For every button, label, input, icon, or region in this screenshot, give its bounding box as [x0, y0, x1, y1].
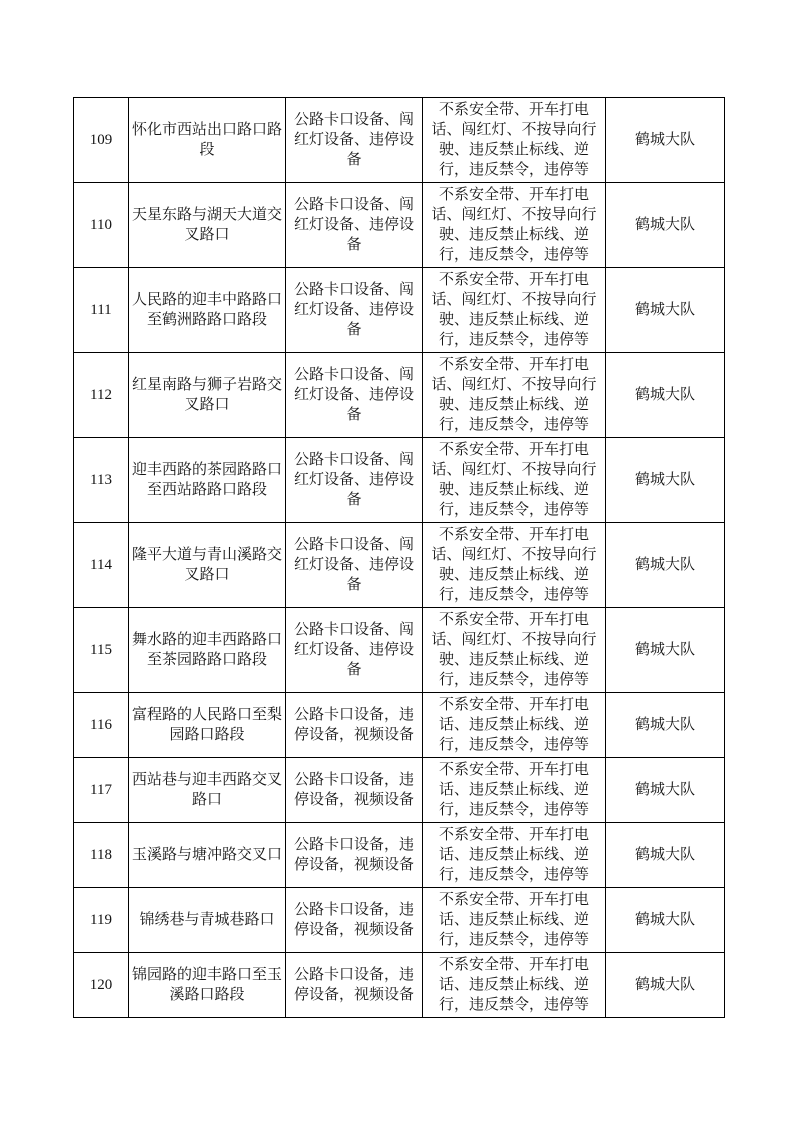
surveillance-points-table	[73, 97, 725, 1018]
row-number-cell: 111	[74, 268, 129, 353]
row-number-cell: 115	[74, 608, 129, 693]
violations-cell: 不系安全带、开车打电话、闯红灯、不按导向行驶、违反禁止标线、逆行，违反禁令，违停等	[423, 608, 606, 693]
department-cell: 鹤城大队	[606, 953, 725, 1018]
table-row	[74, 523, 725, 608]
table-row	[74, 693, 725, 758]
location-cell: 西站巷与迎丰西路交叉路口	[129, 758, 286, 823]
row-number-cell: 112	[74, 353, 129, 438]
violations-cell: 不系安全带、开车打电话、违反禁止标线、逆行，违反禁令，违停等	[423, 693, 606, 758]
violations-cell: 不系安全带、开车打电话、闯红灯、不按导向行驶、违反禁止标线、逆行，违反禁令，违停等	[423, 268, 606, 353]
table-row	[74, 438, 725, 523]
table-row	[74, 353, 725, 438]
row-number-cell: 116	[74, 693, 129, 758]
department-cell: 鹤城大队	[606, 98, 725, 183]
violations-cell: 不系安全带、开车打电话、违反禁止标线、逆行，违反禁令，违停等	[423, 758, 606, 823]
department-cell: 鹤城大队	[606, 888, 725, 953]
table-row	[74, 608, 725, 693]
table-row	[74, 183, 725, 268]
equipment-cell: 公路卡口设备，违停设备，视频设备	[286, 758, 423, 823]
violations-cell: 不系安全带、开车打电话、闯红灯、不按导向行驶、违反禁止标线、逆行，违反禁令，违停等	[423, 183, 606, 268]
table-row	[74, 98, 725, 183]
department-cell: 鹤城大队	[606, 758, 725, 823]
row-number-cell: 120	[74, 953, 129, 1018]
location-cell: 隆平大道与青山溪路交叉路口	[129, 523, 286, 608]
department-cell: 鹤城大队	[606, 693, 725, 758]
location-cell: 锦园路的迎丰路口至玉溪路口路段	[129, 953, 286, 1018]
equipment-cell: 公路卡口设备、闯红灯设备、违停设备	[286, 523, 423, 608]
equipment-cell: 公路卡口设备，违停设备，视频设备	[286, 888, 423, 953]
violations-cell: 不系安全带、开车打电话、闯红灯、不按导向行驶、违反禁止标线、逆行，违反禁令，违停等	[423, 98, 606, 183]
table-row	[74, 888, 725, 953]
equipment-cell: 公路卡口设备、闯红灯设备、违停设备	[286, 183, 423, 268]
table-row	[74, 823, 725, 888]
location-cell: 锦绣巷与青城巷路口	[129, 888, 286, 953]
location-cell: 天星东路与湖天大道交叉路口	[129, 183, 286, 268]
violations-cell: 不系安全带、开车打电话、违反禁止标线、逆行，违反禁令，违停等	[423, 888, 606, 953]
department-cell: 鹤城大队	[606, 438, 725, 523]
table-body	[74, 98, 725, 1018]
location-cell: 富程路的人民路口至梨园路口路段	[129, 693, 286, 758]
row-number-cell: 113	[74, 438, 129, 523]
equipment-cell: 公路卡口设备，违停设备，视频设备	[286, 823, 423, 888]
table-row	[74, 953, 725, 1018]
department-cell: 鹤城大队	[606, 608, 725, 693]
department-cell: 鹤城大队	[606, 823, 725, 888]
location-cell: 红星南路与狮子岩路交叉路口	[129, 353, 286, 438]
location-cell: 舞水路的迎丰西路路口至茶园路路口路段	[129, 608, 286, 693]
department-cell: 鹤城大队	[606, 523, 725, 608]
violations-cell: 不系安全带、开车打电话、违反禁止标线、逆行，违反禁令，违停等	[423, 953, 606, 1018]
violations-cell: 不系安全带、开车打电话、闯红灯、不按导向行驶、违反禁止标线、逆行，违反禁令，违停等	[423, 353, 606, 438]
row-number-cell: 114	[74, 523, 129, 608]
location-cell: 怀化市西站出口路口路段	[129, 98, 286, 183]
row-number-cell: 109	[74, 98, 129, 183]
location-cell: 迎丰西路的茶园路路口至西站路路口路段	[129, 438, 286, 523]
row-number-cell: 110	[74, 183, 129, 268]
location-cell: 玉溪路与塘冲路交叉口	[129, 823, 286, 888]
violations-cell: 不系安全带、开车打电话、闯红灯、不按导向行驶、违反禁止标线、逆行，违反禁令，违停等	[423, 523, 606, 608]
equipment-cell: 公路卡口设备、闯红灯设备、违停设备	[286, 268, 423, 353]
table-row	[74, 758, 725, 823]
row-number-cell: 118	[74, 823, 129, 888]
violations-cell: 不系安全带、开车打电话、闯红灯、不按导向行驶、违反禁止标线、逆行，违反禁令，违停等	[423, 438, 606, 523]
row-number-cell: 117	[74, 758, 129, 823]
equipment-cell: 公路卡口设备、闯红灯设备、违停设备	[286, 608, 423, 693]
location-cell: 人民路的迎丰中路路口至鹤洲路路口路段	[129, 268, 286, 353]
department-cell: 鹤城大队	[606, 353, 725, 438]
equipment-cell: 公路卡口设备，违停设备，视频设备	[286, 693, 423, 758]
equipment-cell: 公路卡口设备、闯红灯设备、违停设备	[286, 353, 423, 438]
table-row	[74, 268, 725, 353]
department-cell: 鹤城大队	[606, 183, 725, 268]
row-number-cell: 119	[74, 888, 129, 953]
equipment-cell: 公路卡口设备、闯红灯设备、违停设备	[286, 438, 423, 523]
equipment-cell: 公路卡口设备，违停设备，视频设备	[286, 953, 423, 1018]
equipment-cell: 公路卡口设备、闯红灯设备、违停设备	[286, 98, 423, 183]
violations-cell: 不系安全带、开车打电话、违反禁止标线、逆行，违反禁令，违停等	[423, 823, 606, 888]
department-cell: 鹤城大队	[606, 268, 725, 353]
